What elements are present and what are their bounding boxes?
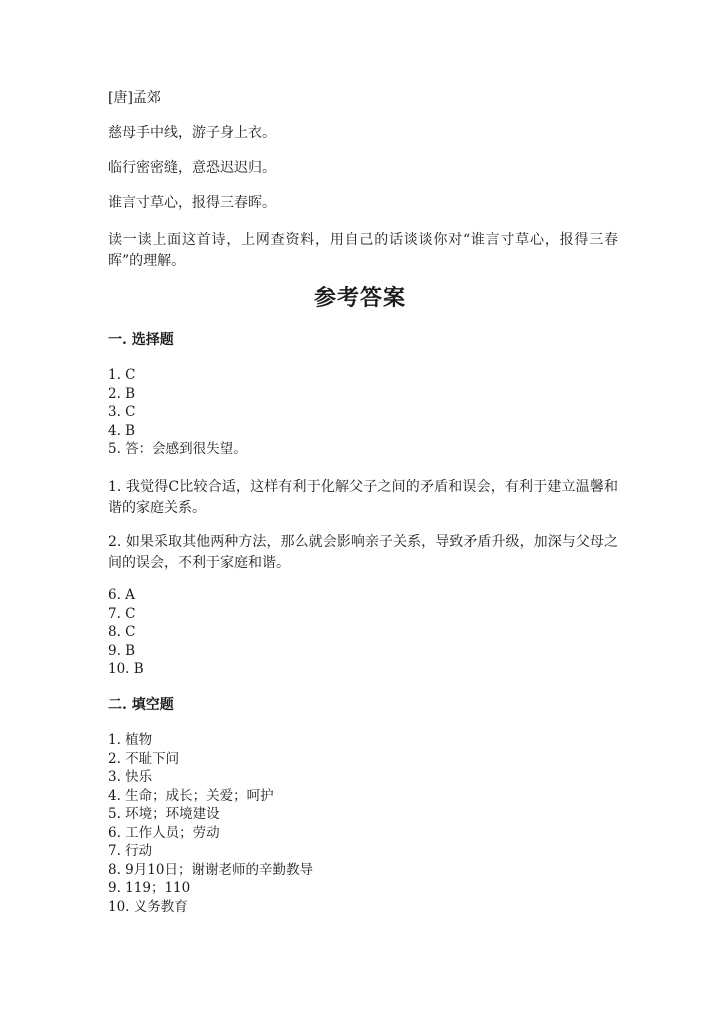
- section-heading-fill: 二. 填空题: [108, 697, 174, 713]
- list-item: 10. B: [108, 661, 144, 677]
- list-item: 5. 答：会感到很失望。: [108, 441, 247, 457]
- list-item: 7. 行动: [108, 843, 153, 859]
- list-item: 10. 义务教育: [108, 898, 188, 915]
- list-item: 6. A: [108, 587, 135, 603]
- answer-paragraph-2: 2. 如果采取其他两种方法，那么就会影响亲子关系，导致矛盾升级，加深与父母之间的误会，不利于家庭和谐。: [108, 534, 618, 571]
- list-item: 9. B: [108, 642, 136, 659]
- poem-line-2: 临行密密缝，意恐迟迟归。: [108, 160, 276, 176]
- answer-key-title: 参考答案: [313, 285, 406, 311]
- list-item: 9. 119；110: [108, 880, 191, 896]
- poem-question: 读一读上面这首诗，上网查资料，用自己的话谈谈你对“谁言寸草心，报得三春晖”的理解。: [108, 232, 618, 269]
- list-item: 1. 植物: [108, 732, 153, 748]
- choice-answers-list-1: [108, 366, 247, 459]
- poem-line-3: 谁言寸草心，报得三春晖。: [108, 195, 276, 211]
- fill-answers-list: [108, 731, 313, 916]
- list-item: 1. C: [108, 367, 136, 383]
- choice-answers-list-2: [108, 586, 144, 679]
- list-item: 3. C: [108, 404, 136, 420]
- list-item: 5. 环境；环境建设: [108, 806, 220, 822]
- section-heading-choice: 一. 选择题: [108, 332, 174, 348]
- list-item: 4. 生命；成长；关爱；呵护: [108, 787, 274, 804]
- list-item: 8. 9月10日；谢谢老师的辛勤教导: [108, 861, 313, 878]
- list-item: 3. 快乐: [108, 769, 153, 785]
- poem-line-1: 慈母手中线，游子身上衣。: [108, 125, 276, 141]
- answer-paragraph-1: 1. 我觉得C比较合适，这样有利于化解父子之间的矛盾和误会，有利于建立温馨和谐的家庭关系。: [108, 479, 618, 516]
- poem-author: [唐]孟郊: [108, 90, 161, 106]
- list-item: 4. B: [108, 422, 136, 439]
- list-item: 6. 工作人员；劳动: [108, 824, 220, 841]
- list-item: 8. C: [108, 624, 136, 640]
- list-item: 7. C: [108, 605, 136, 622]
- list-item: 2. 不耻下问: [108, 750, 180, 767]
- list-item: 2. B: [108, 385, 136, 402]
